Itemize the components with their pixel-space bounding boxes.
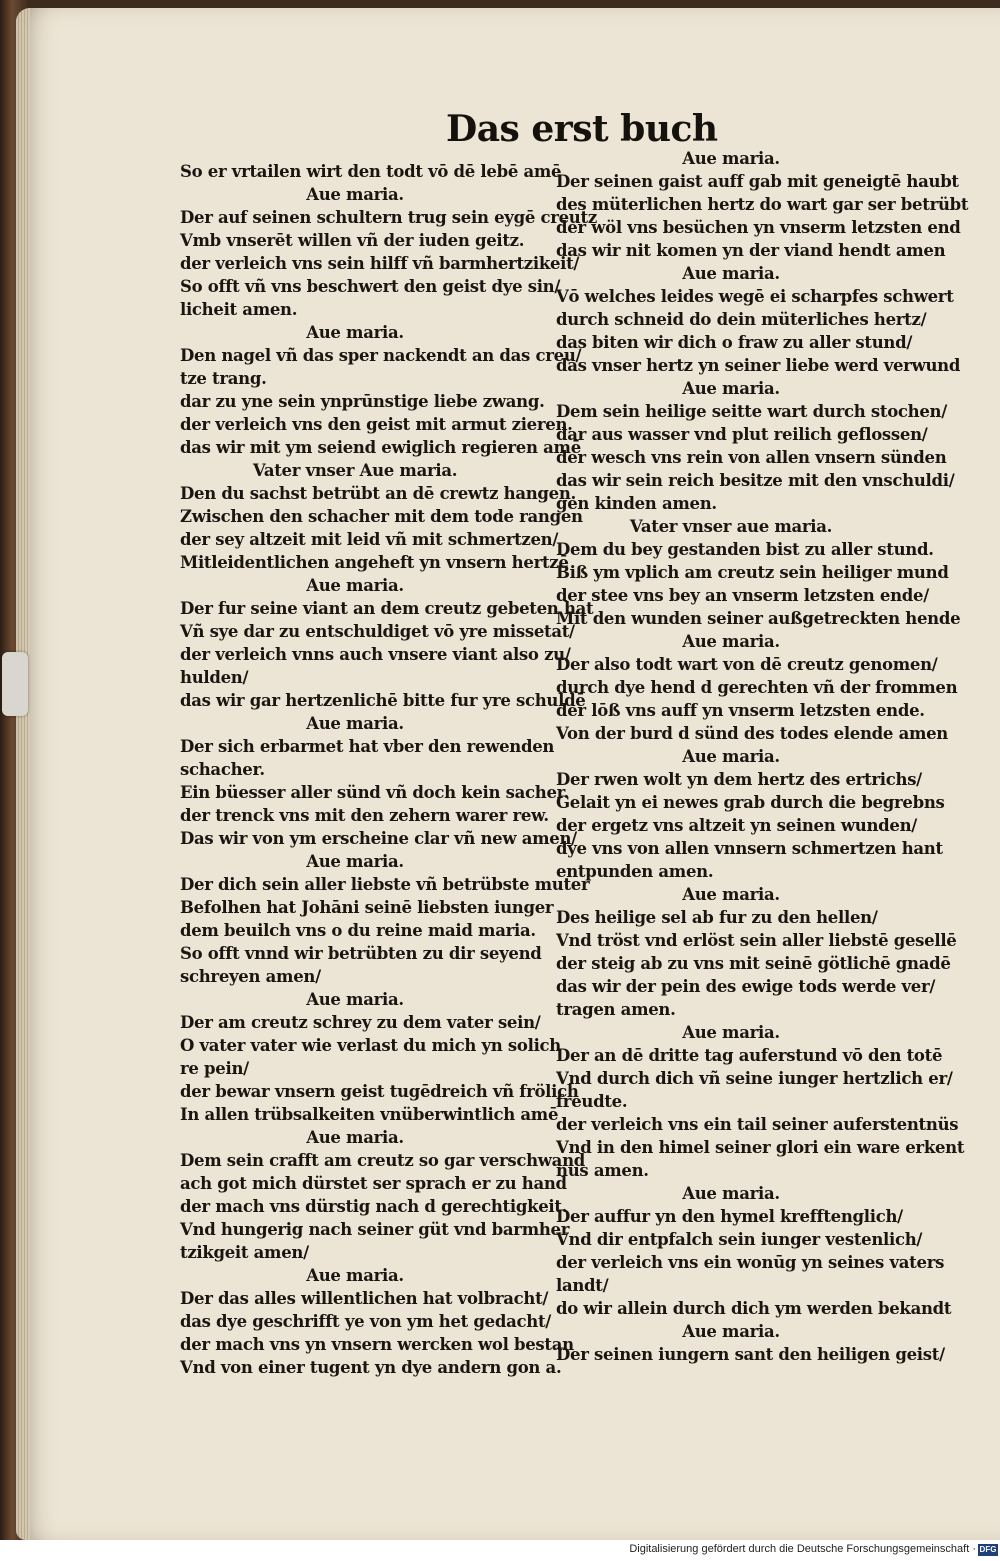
text-line: Vnd dir entpfalch sein iunger vestenlich/	[556, 1230, 923, 1249]
section-heading-line: Aue maria.	[306, 1266, 404, 1285]
text-line: der steig ab zu vns mit seinē götlichē gnadē	[556, 954, 951, 973]
section-heading-line: Vater vnser Aue maria.	[252, 461, 458, 480]
section-heading-line: Aue maria.	[682, 1184, 780, 1203]
section-heading-line: Aue maria.	[682, 149, 780, 168]
text-line: Das wir von ym erscheine clar vñ new amen/	[180, 829, 577, 848]
section-heading-line: Aue maria.	[682, 379, 780, 398]
text-line: der mach vns yn vnsern wercken wol bestan	[180, 1335, 574, 1354]
dfg-logo: DFG	[979, 1545, 997, 1554]
section-heading-line: Vater vnser aue maria.	[629, 517, 833, 536]
text-line: Dem sein crafft am creutz so gar verschwand	[180, 1151, 586, 1170]
text-line: des müterlichen hertz do wart gar ser betrübt	[556, 195, 969, 214]
text-line: Von der burd d sünd des todes elende amen	[556, 724, 949, 743]
text-line: das dye geschrifft ye von ym het gedacht/	[180, 1312, 551, 1331]
text-line: durch dye hend d gerechten vñ der frommen	[556, 678, 958, 697]
text-line: Der am creutz schrey zu dem vater sein/	[180, 1013, 541, 1032]
text-line: der verleich vnns auch vnsere viant also zu/	[180, 645, 571, 664]
text-line: Der seinen gaist auff gab mit geneigtē haubt	[556, 172, 959, 191]
text-line: das wir gar hertzenlichē bitte fur yre schuldē	[180, 691, 586, 710]
text-line: Dem sein heilige seitte wart durch stochen/	[556, 402, 947, 421]
text-line: Der also todt wart von dē creutz genomen/	[556, 655, 938, 674]
text-line: tzikgeit amen/	[180, 1243, 309, 1262]
text-line: Befolhen hat Johāni seinē liebsten iunger	[180, 898, 554, 917]
text-line: Den nagel vñ das sper nackendt an das creu/	[180, 346, 582, 365]
text-line: ach got mich dürstet ser sprach er zu hand	[180, 1174, 567, 1193]
page-edges	[16, 8, 30, 1540]
text-line: nus amen.	[556, 1161, 649, 1180]
text-line: So er vrtailen wirt den todt vō dē lebē amē	[180, 162, 562, 181]
text-line: das wir mit ym seiend ewiglich regieren amē	[180, 438, 581, 457]
section-heading-line: Aue maria.	[682, 885, 780, 904]
section-heading-line: Aue maria.	[682, 264, 780, 283]
section-heading-line: Aue maria.	[306, 576, 404, 595]
text-line: So offt vnnd wir betrübten zu dir seyend	[180, 944, 542, 963]
text-line: O vater vater wie verlast du mich yn solich	[180, 1036, 561, 1055]
text-line: der wesch vns rein von allen vnsern sünden	[556, 448, 947, 467]
text-line: tragen amen.	[556, 1000, 676, 1019]
text-line: Der seinen iungern sant den heiligen geist/	[556, 1345, 945, 1364]
text-line: das vnser hertz yn seiner liebe werd verwund	[556, 356, 961, 375]
text-line: schacher.	[180, 760, 265, 779]
text-line: gen kinden amen.	[556, 494, 717, 513]
text-line: freudte.	[556, 1092, 628, 1111]
text-line: Vmb vnserēt willen vñ der iuden geitz.	[180, 231, 525, 250]
section-heading-line: Aue maria.	[682, 1322, 780, 1341]
text-line: licheit amen.	[180, 300, 298, 319]
section-heading-line: Aue maria.	[306, 990, 404, 1009]
text-line: der mach vns dürstig nach d gerechtigkeit.	[180, 1197, 568, 1216]
text-line: durch schneid do dein müterliches hertz/	[556, 310, 927, 329]
text-line: dar aus wasser vnd plut reilich geflossen/	[556, 425, 928, 444]
text-line: der lōß vns auff yn vnserm letzsten ende.	[556, 701, 925, 720]
text-line: Der das alles willentlichen hat volbracht/	[180, 1289, 549, 1308]
text-line: Der auffur yn den hymel krefftenglich/	[556, 1207, 903, 1226]
text-line: Der sich erbarmet hat vber den rewenden	[180, 737, 555, 756]
page-heading: Das erst buch	[446, 108, 718, 150]
text-line: der sey altzeit mit leid vñ mit schmertzen/	[180, 530, 559, 549]
text-line: Gelait yn ei newes grab durch die begrebns	[556, 793, 945, 812]
right-text-column	[556, 147, 968, 1366]
text-line: Der fur seine viant an dem creutz gebeten hat	[180, 599, 594, 618]
section-heading-line: Aue maria.	[306, 323, 404, 342]
text-line: der ergetz vns altzeit yn seinen wunden/	[556, 816, 918, 835]
text-line: Vnd hungerig nach seiner güt vnd barmher	[180, 1220, 570, 1239]
text-line: Den du sachst betrübt an dē crewtz hangen.	[180, 484, 577, 503]
bookmark-tab	[2, 652, 28, 716]
text-line: Des heilige sel ab fur zu den hellen/	[556, 908, 878, 927]
text-line: Der auf seinen schultern trug sein eygē creutz	[180, 208, 597, 227]
text-line: Vnd durch dich vñ seine iunger hertzlich er/	[556, 1069, 953, 1088]
text-line: dye vns von allen vnnsern schmertzen hant	[556, 839, 943, 858]
text-line: der stee vns bey an vnserm letzsten ende/	[556, 586, 929, 605]
section-heading-line: Aue maria.	[306, 1128, 404, 1147]
text-line: landt/	[556, 1276, 609, 1295]
section-heading-line: Aue maria.	[682, 632, 780, 651]
text-line: dem beuilch vns o du reine maid maria.	[180, 921, 536, 940]
section-heading-line: Aue maria.	[306, 852, 404, 871]
text-line: entpunden amen.	[556, 862, 714, 881]
text-line: der bewar vnsern geist tugēdreich vñ frölich	[180, 1082, 579, 1101]
text-line: Ein büesser aller sünd vñ doch kein sacher.	[180, 783, 569, 802]
text-line: das wir der pein des ewige tods werde ver/	[556, 977, 936, 996]
text-line: Vnd tröst vnd erlöst sein aller liebstē gesellē	[556, 931, 957, 950]
text-line: Biß ym vplich am creutz sein heiliger mund	[556, 563, 949, 582]
text-line: das wir sein reich besitze mit den vnschuldi/	[556, 471, 955, 490]
text-line: Mit den wunden seiner außgetreckten hende	[556, 609, 961, 628]
text-line: Der dich sein aller liebste vñ betrübste muter	[180, 875, 590, 894]
section-heading-line: Aue maria.	[306, 185, 404, 204]
text-line: tze trang.	[180, 369, 267, 388]
left-text-column	[180, 160, 597, 1379]
funding-credit: Digitalisierung gefördert durch die Deutsche Forschungsgemeinschaft ·	[629, 1543, 976, 1555]
text-line: hulden/	[180, 668, 249, 687]
text-line: Der an dē dritte tag auferstund vō den totē	[556, 1046, 943, 1065]
text-line: der trenck vns mit den zehern warer rew.	[180, 806, 549, 825]
text-line: re pein/	[180, 1059, 249, 1078]
text-line: Mitleidentlichen angeheft yn vnsern hertzē	[180, 553, 569, 572]
text-line: Vnd in den himel seiner glori ein ware erkent	[556, 1138, 965, 1157]
text-line: der verleich vns den geist mit armut zieren.	[180, 415, 573, 434]
text-line: Vō welches leides wegē ei scharpfes schwert	[556, 287, 954, 306]
text-line: Zwischen den schacher mit dem tode rangen	[180, 507, 583, 526]
footer-bar	[0, 1540, 1000, 1561]
text-line: Der rwen wolt yn dem hertz des ertrichs/	[556, 770, 922, 789]
text-line: So offt vñ vns beschwert den geist dye sin/	[180, 277, 561, 296]
section-heading-line: Aue maria.	[682, 1023, 780, 1042]
text-line: do wir allein durch dich ym werden bekandt	[556, 1299, 952, 1318]
text-line: schreyen amen/	[180, 967, 321, 986]
text-line: der verleich vns sein hilff vñ barmhertzikeit/	[180, 254, 580, 273]
text-line: Vñ sye dar zu entschuldiget vō yre missetat/	[180, 622, 575, 641]
text-line: der verleich vns ein tail seiner auferstentnüs	[556, 1115, 959, 1134]
text-line: In allen trübsalkeiten vnüberwintlich amē	[180, 1105, 559, 1124]
section-heading-line: Aue maria.	[306, 714, 404, 733]
section-heading-line: Aue maria.	[682, 747, 780, 766]
text-line: das wir nit komen yn der viand hendt amen	[556, 241, 946, 260]
text-line: dar zu yne sein ynprūnstige liebe zwang.	[180, 392, 545, 411]
text-line: der wöl vns besüchen yn vnserm letzsten end	[556, 218, 961, 237]
text-line: der verleich vns ein wonūg yn seines vaters	[556, 1253, 945, 1272]
text-line: Dem du bey gestanden bist zu aller stund.	[556, 540, 934, 559]
text-line: das biten wir dich o fraw zu aller stund/	[556, 333, 913, 352]
text-line: Vnd von einer tugent yn dye andern gon a.	[180, 1358, 562, 1377]
